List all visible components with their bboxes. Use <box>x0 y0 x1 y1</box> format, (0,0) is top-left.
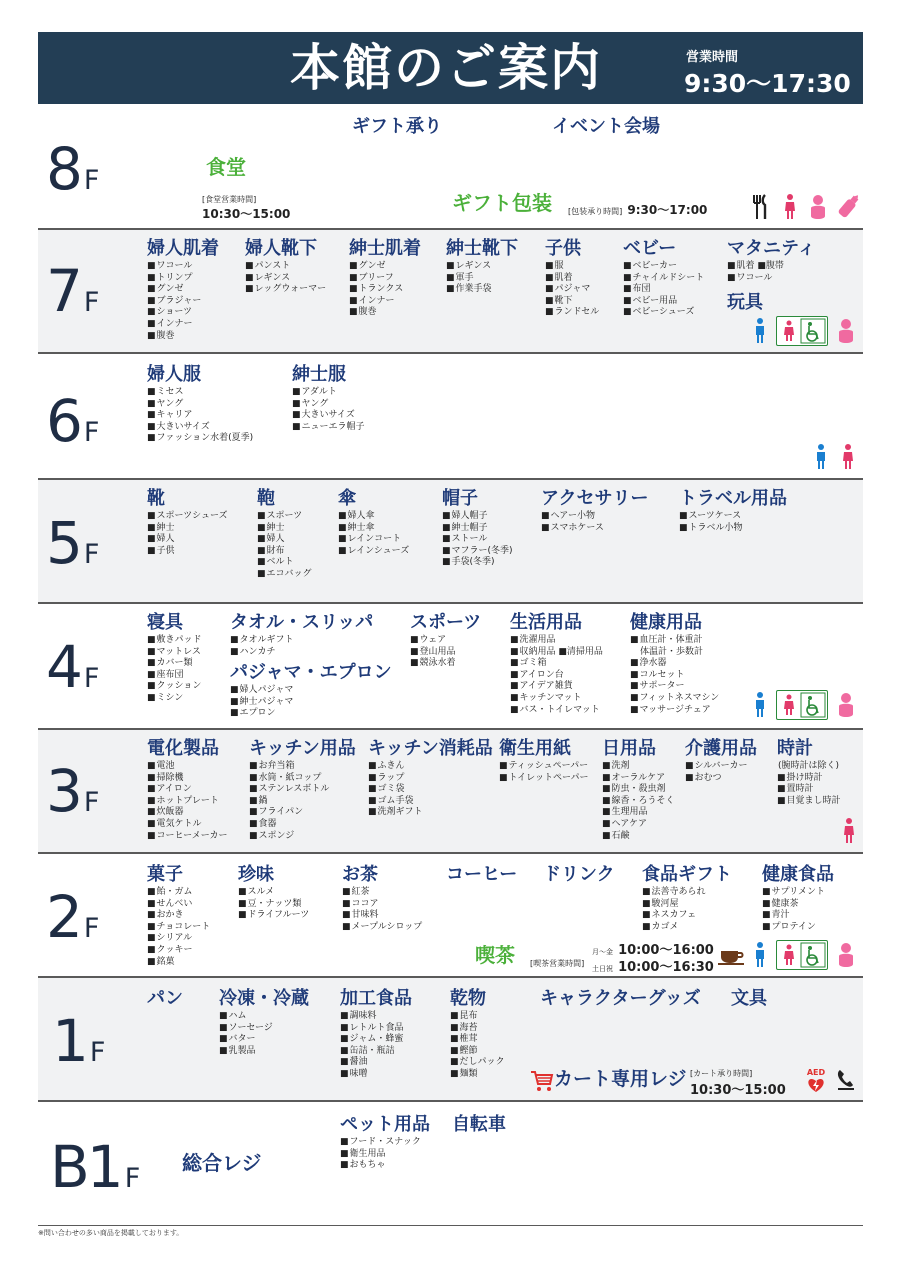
footer-divider <box>38 1225 863 1226</box>
multipurpose-restroom-icon <box>776 690 828 720</box>
aed-icon: AED <box>804 1068 828 1097</box>
coffee-cup-icon <box>718 946 746 966</box>
business-hours: 9:30〜17:30 <box>684 69 851 98</box>
category-womens-underwear: 婦人肌着 ■ ワコール ■ トリンプ ■ グンゼ ■ ブラジャー ■ ショーツ ■ インナー ■ 腹巻 <box>147 238 219 342</box>
fork-knife-icon <box>751 194 769 220</box>
cafeteria-hours: 10:30〜15:00 <box>202 207 291 221</box>
male-restroom-icon <box>815 444 827 470</box>
category-travel: トラベル用品 ■ スーツケース ■ トラベル小物 <box>679 488 787 534</box>
category-sports: スポーツ ■ ウェア ■ 登山用品 ■ 競泳水着 <box>410 612 481 670</box>
category-sweets: 菓子 ■ 飴・ガム ■ せんべい ■ おかき ■ チョコレート ■ シリアル ■ クッキー ■ 銘菓 <box>147 864 210 968</box>
floor-b1f <box>38 1102 863 1222</box>
gift-wrap-hours: 9:30〜17:00 <box>627 203 708 217</box>
category-pet-goods: ペット用品 ■ フード・スナック ■ 衛生用品 ■ おもちゃ <box>340 1114 430 1172</box>
page-header <box>38 32 863 104</box>
baby-bottle-icon <box>836 192 862 220</box>
category-bags: 鞄 ■ スポーツ ■ 紳士 ■ 婦人 ■ 財布 ■ ベルト ■ エコバッグ <box>257 488 312 581</box>
category-hats: 帽子 ■ 婦人帽子 ■ 紳士帽子 ■ ストール ■ マフラー(冬季) ■ 手袋(冬季) <box>442 488 513 569</box>
male-restroom-icon <box>754 692 766 718</box>
gift-wrap-hours-label: [包装承り時間] <box>568 207 623 216</box>
category-bicycles: 自転車 <box>452 1114 506 1135</box>
category-coffee: コーヒー <box>446 864 518 885</box>
category-tea: お茶 ■ 紅茶 ■ ココア ■ 甘味料 ■ メープルシロップ <box>342 864 422 933</box>
category-mens-underwear: 紳士肌着 ■ グンゼ ■ ブリーフ ■ トランクス ■ インナー ■ 腹巻 <box>349 238 421 319</box>
baby-icon <box>836 318 856 344</box>
floor-number: 4 F <box>46 633 100 701</box>
multipurpose-restroom-icon <box>776 940 828 970</box>
floor-2f <box>38 854 863 978</box>
shopping-cart-icon <box>530 1070 554 1092</box>
floor-number: B1 F <box>50 1133 141 1201</box>
floor-number: 7 F <box>46 257 100 325</box>
page-title: 本館のご案内 <box>290 39 602 97</box>
floor-5f <box>38 480 863 604</box>
category-daily-goods: 日用品 ■ 洗剤 ■ オーラルケア ■ 防虫・殺虫剤 ■ 線香・ろうそく ■ 生理用品 ■ ヘアケア ■ 石鹸 <box>602 738 675 842</box>
category-food-gifts: 食品ギフト ■ 法善寺あられ ■ 駿河屋 ■ ネスカフェ ■ カゴメ <box>642 864 732 933</box>
category-frozen-chilled: 冷凍・冷蔵 ■ ハム ■ ソーセージ ■ バター ■ 乳製品 <box>219 988 309 1057</box>
category-bread: パン <box>147 988 183 1009</box>
floor-4f <box>38 604 863 730</box>
floor-number: 6 F <box>46 387 100 455</box>
cafe-weekday-hours: 10:00〜16:00 <box>618 943 714 958</box>
category-dried-goods: 乾物 ■ 昆布 ■ 海苔 ■ 椎茸 ■ 鰹節 ■ だしパック ■ 麺類 <box>450 988 505 1081</box>
category-maternity: マタニティ ■ 肌着 ■腹帯 ■ ワコール <box>727 238 816 284</box>
floor-number: 5 F <box>46 509 100 577</box>
category-pajamas-aprons: パジャマ・エプロン ■ 婦人パジャマ ■ 紳士パジャマ ■ エプロン <box>230 662 392 720</box>
multipurpose-restroom-icon <box>776 316 828 346</box>
cart-hours-label: [カート承り時間] <box>690 1069 753 1078</box>
cafe-hours-label: [喫茶営業時間] <box>530 959 585 968</box>
category-umbrellas: 傘 ■ 婦人傘 ■ 紳士傘 ■ レインコート ■ レインシューズ <box>338 488 409 557</box>
category-shoes: 靴 ■ スポーツシューズ ■ 紳士 ■ 婦人 ■ 子供 <box>147 488 228 557</box>
floor-6f <box>38 354 863 480</box>
cart-register: カート専用レジ <box>554 1068 687 1090</box>
category-mens-clothing: 紳士服 ■ アダルト ■ ヤング ■ 大きいサイズ ■ ニューエラ帽子 <box>292 364 365 433</box>
floor-number: 8 F <box>46 135 100 203</box>
female-restroom-icon <box>842 444 854 470</box>
male-restroom-icon <box>754 318 766 344</box>
phone-icon <box>836 1068 856 1092</box>
female-restroom-icon <box>784 194 796 220</box>
category-bedding: 寝具 ■ 敷きパッド ■ マットレス ■ カバー類 ■ 座布団 ■ クッション ■ ミシン <box>147 612 202 705</box>
category-accessories: アクセサリー ■ ヘアー小物 ■ スマホケース <box>541 488 648 534</box>
floor-number: 2 F <box>46 883 100 951</box>
floor-number: 3 F <box>46 757 100 825</box>
category-womens-clothing: 婦人服 ■ ミセス ■ ヤング ■ キャリア ■ 大きいサイズ ■ ファッション水着(夏季) <box>147 364 253 445</box>
category-toys: 玩具 <box>727 292 763 313</box>
cafe: 喫茶 <box>475 943 515 967</box>
category-paper-goods: 衛生用紙 ■ ティッシュペーパー ■ トイレットペーパー <box>499 738 589 784</box>
category-drinks: ドリンク <box>543 864 615 885</box>
floor-8f <box>38 104 863 230</box>
floor-3f <box>38 730 863 854</box>
cafe-weekend-label: 土日祝 <box>592 965 613 973</box>
gift-wrap: ギフト包装 <box>452 191 552 215</box>
male-restroom-icon <box>754 942 766 968</box>
general-register: 総合レジ <box>182 1151 262 1175</box>
category-character-goods: キャラクターグッズ <box>540 988 701 1009</box>
floor-1f <box>38 978 863 1102</box>
category-electronics: 電化製品 ■ 電池 ■ 掃除機 ■ アイロン ■ ホットプレート ■ 炊飯器 ■ 電気ケトル ■ コーヒーメーカー <box>147 738 228 842</box>
category-stationery: 文具 <box>731 988 767 1009</box>
floor-7f <box>38 230 863 354</box>
cafeteria-hours-label: [食堂営業時間] <box>202 195 257 204</box>
cafe-weekend-hours: 10:00〜16:30 <box>618 960 714 975</box>
footnote: ※問い合わせの多い商品を掲載しております。 <box>38 1229 184 1237</box>
baby-icon <box>836 692 856 718</box>
cafe-weekday-label: 月〜金 <box>592 948 613 956</box>
event-hall: イベント会場 <box>552 116 660 137</box>
female-restroom-icon <box>843 818 855 844</box>
category-kitchen-goods: キッチン用品 ■ お弁当箱 ■ 水筒・紙コップ ■ ステンレスボトル ■ 鍋 ■ フライパン ■ 食器 ■ スポンジ <box>249 738 356 842</box>
category-kids: 子供 ■ 服 ■ 肌着 ■ パジャマ ■ 靴下 ■ ランドセル <box>545 238 599 319</box>
category-womens-socks: 婦人靴下 ■ パンスト ■ レギンス ■ レッグウォーマー <box>245 238 326 296</box>
hours-label: 営業時間 <box>686 50 739 65</box>
floor-number: 1 F <box>52 1007 106 1075</box>
category-care-goods: 介護用品 ■ シルバーカー ■ おむつ <box>685 738 757 784</box>
cart-hours: 10:30〜15:00 <box>690 1083 786 1098</box>
category-household: 生活用品 ■ 洗濯用品 ■ 収納用品 ■清掃用品 ■ ゴミ箱 ■ アイロン台 ■ アイデア雑貨 ■ キッチンマット ■ バス・トイレマット <box>510 612 603 716</box>
category-kitchen-consumables: キッチン消耗品 ■ ふきん ■ ラップ ■ ゴミ袋 ■ ゴム手袋 ■ 洗剤ギフト <box>368 738 493 819</box>
category-mens-socks: 紳士靴下 ■ レギンス ■ 軍手 ■ 作業手袋 <box>446 238 518 296</box>
category-health-goods: 健康用品 ■ 血圧計・体重計 体温計・歩数計 ■ 浄水器 ■ コルセット ■ サポーター ■ フィットネスマシン ■ マッサージチェア <box>630 612 719 716</box>
category-health-food: 健康食品 ■ サプリメント ■ 健康茶 ■ 青汁 ■ プロテイン <box>762 864 834 933</box>
category-baby: ベビー ■ ベビーカー ■ チャイルドシート ■ 布団 ■ ベビー用品 ■ ベビーシューズ <box>623 238 704 319</box>
baby-icon <box>808 194 828 220</box>
category-clocks: 時計 (腕時計は除く) ■ 掛け時計 ■ 置時計 ■ 目覚まし時計 <box>777 738 841 807</box>
gift-receipt: ギフト承り <box>352 116 442 137</box>
cafeteria: 食堂 <box>206 155 246 179</box>
category-delicacies: 珍味 ■ スルメ ■ 豆・ナッツ類 ■ ドライフルーツ <box>238 864 309 922</box>
category-processed-food: 加工食品 ■ 調味料 ■ レトルト食品 ■ ジャム・蜂蜜 ■ 缶詰・瓶詰 ■ 醤油 ■ 味噌 <box>340 988 412 1081</box>
baby-icon <box>836 942 856 968</box>
category-towels-slippers: タオル・スリッパ ■ タオルギフト ■ ハンカチ <box>230 612 373 658</box>
